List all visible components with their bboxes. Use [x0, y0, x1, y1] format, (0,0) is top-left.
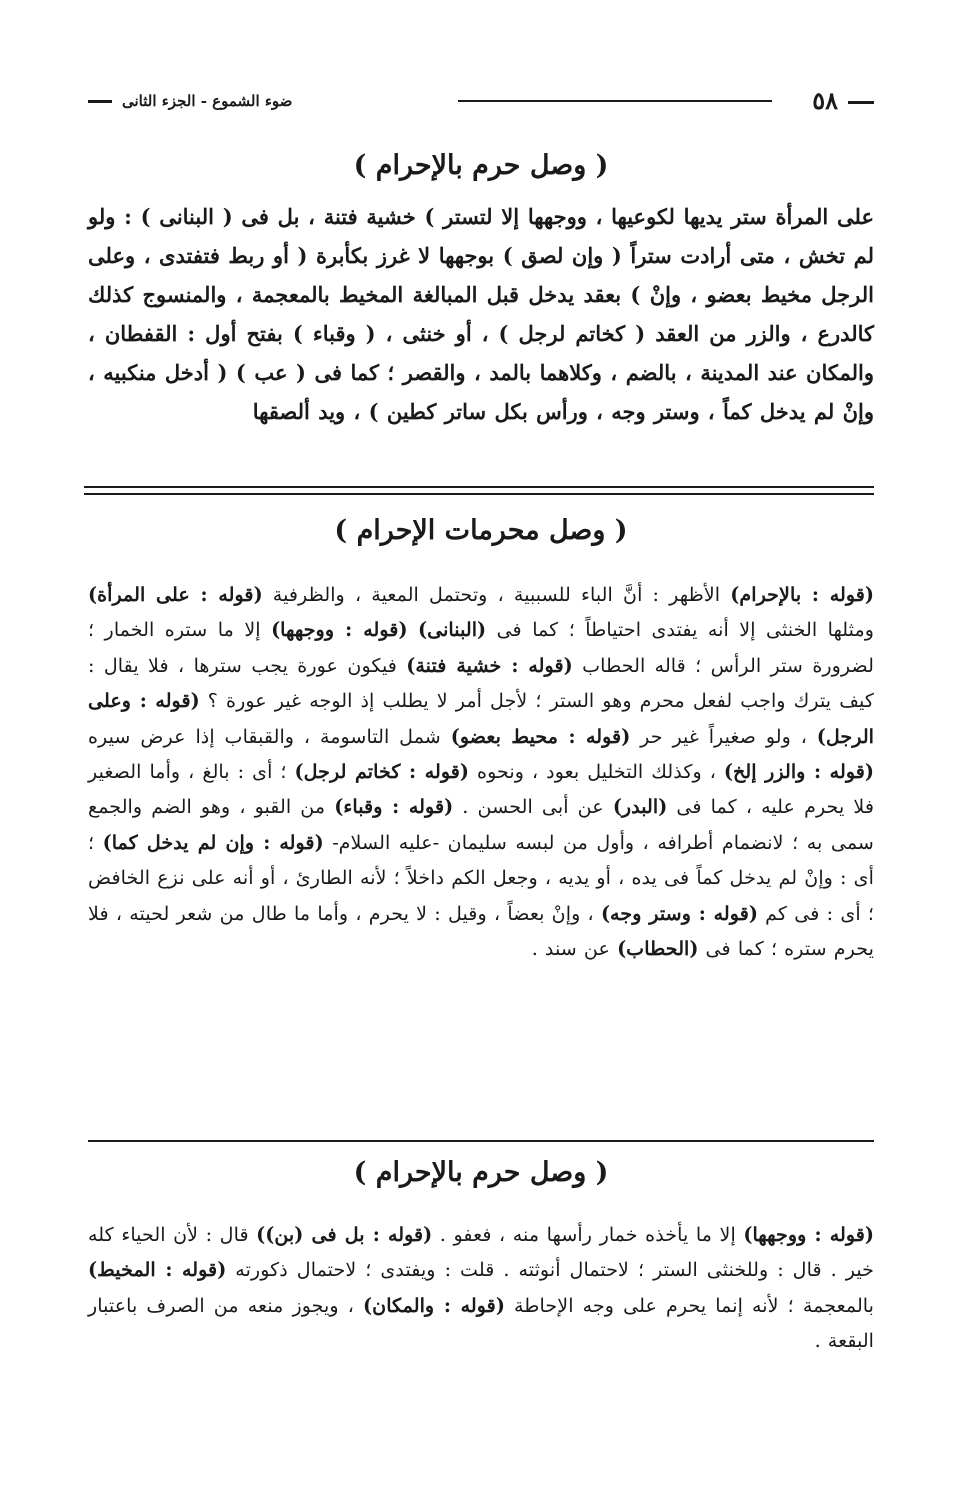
quoted-term: (قوله : بالإحرام): [730, 583, 874, 606]
quoted-term: (قوله : المخيط): [88, 1258, 227, 1282]
header-rule: [458, 100, 772, 102]
quoted-term: (قوله : بل فى (بن)): [256, 1223, 433, 1246]
commentary-segment: [408, 618, 418, 641]
quoted-term: (قوله : وستر وجه): [600, 901, 758, 925]
quoted-term: (قوله : وإن لم يدخل كما): [102, 830, 324, 854]
commentary-segment: عن أبى الحسن .: [453, 795, 613, 819]
quoted-term: (البنانى): [418, 618, 487, 642]
commentary-segment: ، ولو صغيراً غير حر: [630, 724, 817, 748]
quoted-term: (البدر): [612, 795, 668, 819]
quoted-term: (الحطاب): [617, 937, 699, 961]
section-divider: [88, 1140, 874, 1142]
quoted-term: (قوله : والمكان): [363, 1293, 505, 1317]
quoted-term: (قوله : والزر إلخ): [723, 760, 874, 784]
page-number: ٥٨: [812, 84, 874, 118]
quoted-term: (قوله : وقباء): [334, 795, 454, 819]
quoted-term: (قوله : كخاتم لرجل): [294, 760, 470, 784]
section-title-1: ( وصل حرم بالإحرام ): [353, 150, 609, 181]
main-text: على المرأة ستر يديها لكوعيها ، ووجهها إلا لتستر ) خشية فتنة ، بل فى ( البنانى ) : ولو لم تخش ، متى أرادت ستراً ( وإن لصق ) بوجهها لا غرز بكأبرة ( أو ربط فتفتدى ، وعلى الرجل مخيط بعضو ، وإنْ ) بعقد يدخل قبل المبالغة المخيط بالمعجمة ، والمنسوج كذلك كالدرع ، والزر من العقد ( كخاتم لرجل ) ، أو خنثى ، ( وقباء ) بفتح أول : القفطان ، والمكان عند المدينة ، بالضم ، وكلاهما بالمد ، والقصر ؛ كما فى ( عب ) ( أدخل منكبيه ، وإنْ لم يدخل كماً ، وستر وجه ، ورأس بكل ساتر كطين ) ، ويد ألصقها: [88, 204, 874, 424]
quoted-term: (قوله : وعلى الرجل): [88, 689, 875, 748]
commentary-segment: إلا ما يأخذه خمار رأسها منه ، فعفو .: [432, 1223, 744, 1246]
quoted-term: (قوله : على المرأة): [88, 583, 263, 606]
commentary-segment: ؛ أى : وإنْ لم يدخل كماً فى يده ، أو يديه ، وجعل الكم داخلاً ؛ لأنه الطارئ ، أو أنه على نزع الخافض ؛ أى : فى كم: [88, 830, 875, 925]
commentary-segment: ، ويجوز منعه من الصرف باعتبار البقعة .: [88, 1293, 874, 1353]
commentary-text-2: [88, 1217, 874, 1359]
commentary-segment: قال : لأن الحياء كله خير . قال : وللخنثى الستر ؛ لاحتمال أنوثته . قلت : ويفتدى ؛ لاحتمال ذكورته: [88, 1223, 874, 1282]
quoted-term: (قوله : ووجهها): [271, 618, 408, 642]
quoted-term: (قوله : محيط بعضو): [450, 724, 631, 748]
quoted-term: (قوله : ووجهها): [743, 1223, 875, 1246]
double-rule-top: [84, 486, 874, 488]
header-tail-rule: [88, 100, 112, 103]
commentary-segment: ؛ أى : بالغ ، وأما الصغير فلا يحرم عليه ، كما فى: [88, 760, 874, 819]
commentary-segment: الأظهر : أنَّ الباء للسببية ، وتحتمل المعية ، والظرفية: [262, 583, 731, 606]
commentary-segment: عن سند .: [531, 937, 618, 961]
commentary-segment: ، وكذلك التخليل بعود ، ونحوه: [469, 760, 724, 784]
commentary-segment: شمل التاسومة ، والقبقاب إذا عرض سيره: [88, 724, 451, 748]
double-rule-bottom: [84, 493, 874, 495]
commentary-segment: بالمعجمة ؛ لأنه إنما يحرم على وجه الإحاطة: [504, 1293, 874, 1317]
section-title-3: ( وصل حرم بالإحرام ): [353, 1157, 609, 1188]
section-title-2: ( وصل محرمات الإحرام ): [334, 515, 628, 546]
commentary-segment: إلا ما ستره الخمار ؛ لضرورة ستر الرأس ؛ قاله الحطاب: [88, 618, 875, 677]
commentary-segment: ، وإنْ بعضاً ، وقيل : لا يحرم ، وأما ما طال من شعر لحيته ، فلا يحرم ستره ؛ كما فى: [88, 901, 874, 961]
commentary-text: [88, 577, 874, 966]
quoted-term: (قوله : خشية فتنة): [406, 653, 573, 677]
page-header: [88, 84, 874, 118]
commentary-segment: ومثلها الخنثى إلا أنه يفتدى احتياطاً ؛ كما فى: [486, 618, 874, 642]
commentary-segment: من القبو ، وهو الضم والجمع سمى به ؛ لانضمام أطرافه ، وأول من لبسه سليمان -عليه السلام-: [88, 795, 874, 854]
commentary-segment: فيكون عورة يجب سترها ، فلا يقال : كيف يترك واجب لفعل محرم وهو الستر ؛ لأجل أمر لا يطلب إذ الوجه غير عورة ؟: [88, 653, 874, 713]
running-title: ضوء الشموع - الجزء الثانى: [122, 92, 293, 110]
